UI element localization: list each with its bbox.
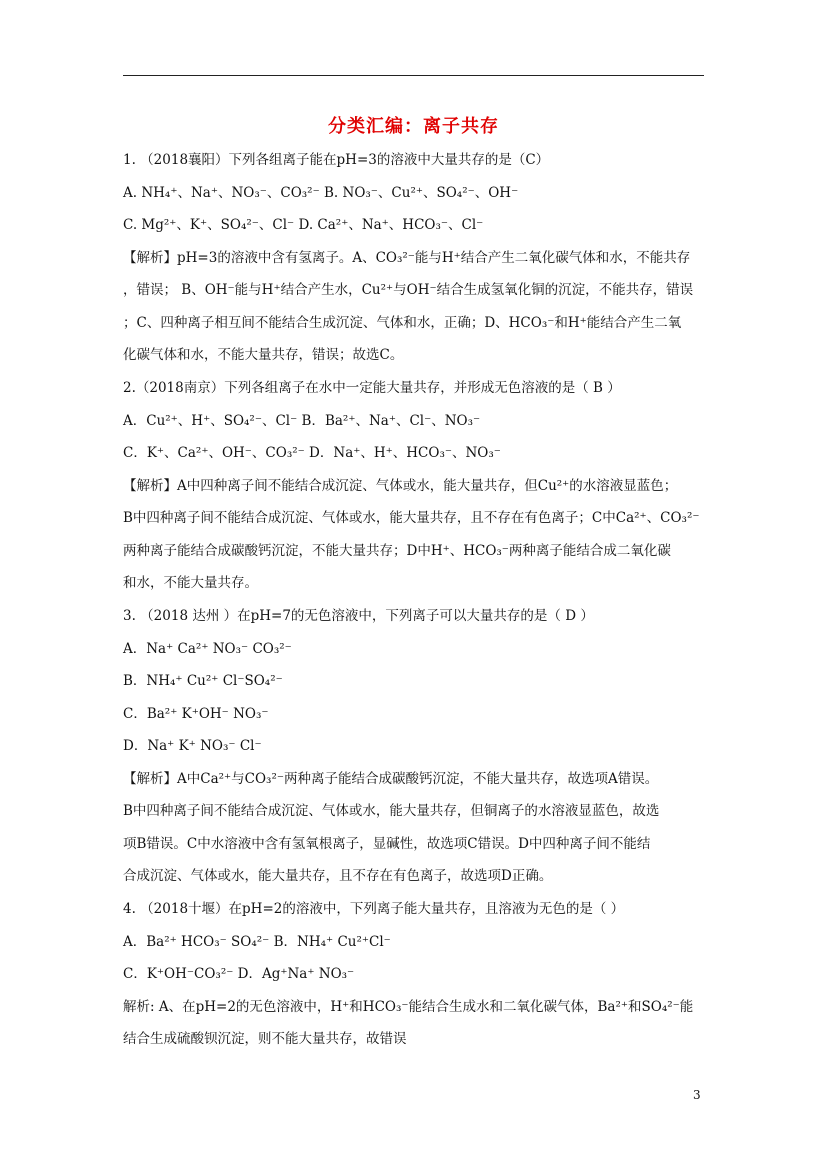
text-line: C．K⁺、Ca²⁺、OH⁻、CO₃²⁻ D．Na⁺、H⁺、HCO₃⁻、NO₃⁻	[123, 445, 501, 461]
text-line: C. Mg²⁺、K⁺、SO₄²⁻、Cl⁻ D. Ca²⁺、Na⁺、HCO₃⁻、Cl⁻	[123, 217, 484, 233]
text-line: 【解析】A中Ca²⁺与CO₃²⁻两种离子能结合成碳酸钙沉淀，不能大量共存，故选项A错误。	[123, 771, 659, 787]
text-line: B中四种离子间不能结合成沉淀、气体或水，能大量共存，但铜离子的水溶液显蓝色，故选	[123, 803, 660, 819]
text-line: ；C、四种离子相互间不能结合生成沉淀、气体和水，正确；D、HCO₃⁻和H⁺能结合产生二氧	[123, 315, 682, 331]
text-line: 项B错误。C中水溶液中含有氢氧根离子，显碱性，故选项C错误。D中四种离子间不能结	[123, 836, 651, 852]
text-line: 3. （2018 达州 ）在pH=7的无色溶液中，下列离子可以大量共存的是（ D ）	[123, 608, 594, 624]
text-line: 和水，不能大量共存。	[123, 575, 258, 591]
text-line: 【解析】pH=3的溶液中含有氢离子。A、CO₃²⁻能与H⁺结合产生二氧化碳气体和水，不能共存	[123, 250, 691, 266]
text-line: B中四种离子间不能结合成沉淀、气体或水，能大量共存，且不存在有色离子；C中Ca²⁺、CO₃²⁻	[123, 510, 700, 526]
text-line: 2.（2018南京）下列各组离子在水中一定能大量共存，并形成无色溶液的是（ B ）	[123, 380, 621, 396]
text-line: D．Na⁺ K⁺ NO₃⁻ Cl⁻	[123, 738, 262, 754]
text-line: ，错误； B、OH⁻能与H⁺结合产生水，Cu²⁺与OH⁻结合生成氢氧化铜的沉淀，不能共存，错误	[123, 282, 694, 298]
text-line: A. NH₄⁺、Na⁺、NO₃⁻、CO₃²⁻ B. NO₃⁻、Cu²⁺、SO₄²⁻、OH⁻	[123, 185, 519, 201]
text-line: 结合生成硫酸钡沉淀，则不能大量共存，故错误	[123, 1031, 407, 1047]
text-line: 合成沉淀、气体或水，能大量共存，且不存在有色离子，故选项D正确。	[123, 868, 553, 884]
text-line: A．Na⁺ Ca²⁺ NO₃⁻ CO₃²⁻	[123, 641, 292, 657]
text-line: C．Ba²⁺ K⁺OH⁻ NO₃⁻	[123, 706, 269, 722]
header-rule	[123, 75, 704, 76]
text-line: 1. （2018襄阳）下列各组离子能在pH=3的溶液中大量共存的是（C）	[123, 152, 550, 168]
page-title: 分类汇编：离子共存	[328, 116, 499, 137]
page-number: 3	[693, 1088, 701, 1102]
text-line: C．K⁺OH⁻CO₃²⁻ D．Ag⁺Na⁺ NO₃⁻	[123, 966, 355, 982]
text-line: 4. （2018十堰）在pH=2的溶液中，下列离子能大量共存，且溶液为无色的是（ ）	[123, 901, 625, 917]
text-line: 解析: A、在pH=2的无色溶液中，H⁺和HCO₃⁻能结合生成水和二氧化碳气体，Ba²⁺和SO₄²⁻能	[123, 999, 694, 1015]
text-line: A．Cu²⁺、H⁺、SO₄²⁻、Cl⁻ B．Ba²⁺、Na⁺、Cl⁻、NO₃⁻	[123, 413, 481, 429]
text-line: B．NH₄⁺ Cu²⁺ Cl⁻SO₄²⁻	[123, 673, 283, 689]
text-line: A．Ba²⁺ HCO₃⁻ SO₄²⁻ B．NH₄⁺ Cu²⁺Cl⁻	[123, 934, 391, 950]
text-line: 【解析】A中四种离子间不能结合成沉淀、气体或水，能大量共存，但Cu²⁺的水溶液显蓝色；	[123, 478, 678, 494]
text-line: 两种离子能结合成碳酸钙沉淀，不能大量共存；D中H⁺、HCO₃⁻两种离子能结合成二氧化碳	[123, 543, 671, 559]
text-line: 化碳气体和水，不能大量共存，错误；故选C。	[123, 347, 404, 363]
